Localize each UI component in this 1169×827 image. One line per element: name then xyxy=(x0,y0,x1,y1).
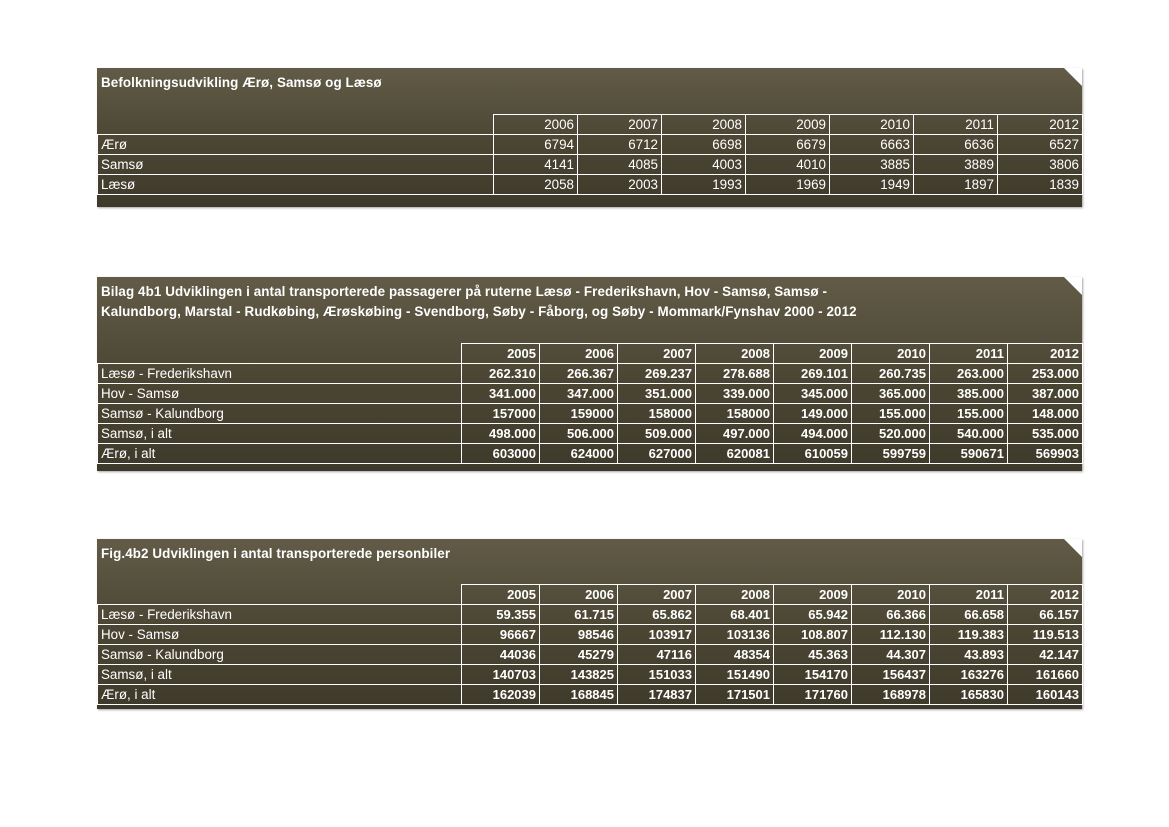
table-row xyxy=(98,665,1083,685)
population-table xyxy=(97,114,1083,195)
cell-value: 269.101 xyxy=(774,364,852,384)
cell-value: 160143 xyxy=(1008,685,1083,705)
table-row xyxy=(98,605,1083,625)
cell-value: 341.000 xyxy=(462,384,540,404)
year-header: 2008 xyxy=(696,344,774,364)
row-label: Læsø - Frederikshavn xyxy=(98,364,462,384)
table-row xyxy=(98,364,1083,384)
year-header: 2012 xyxy=(998,115,1083,135)
year-header: 2009 xyxy=(774,344,852,364)
cell-value: 590671 xyxy=(930,444,1008,464)
cell-value: 48354 xyxy=(696,645,774,665)
cell-value: 44.307 xyxy=(852,645,930,665)
year-header: 2009 xyxy=(746,115,830,135)
table-header-row xyxy=(98,344,1083,364)
cell-value: 45.363 xyxy=(774,645,852,665)
cell-value: 112.130 xyxy=(852,625,930,645)
year-header: 2007 xyxy=(578,115,662,135)
cell-value: 108.807 xyxy=(774,625,852,645)
cell-value: 540.000 xyxy=(930,424,1008,444)
year-header: 2008 xyxy=(696,585,774,605)
cell-value: 6663 xyxy=(830,135,914,155)
year-header: 2009 xyxy=(774,585,852,605)
cell-value: 159000 xyxy=(540,404,618,424)
cell-value: 610059 xyxy=(774,444,852,464)
cell-value: 68.401 xyxy=(696,605,774,625)
row-label: Hov - Samsø xyxy=(98,625,462,645)
cell-value: 506.000 xyxy=(540,424,618,444)
cell-value: 497.000 xyxy=(696,424,774,444)
cell-value: 6636 xyxy=(914,135,998,155)
cell-value: 151033 xyxy=(618,665,696,685)
cell-value: 45279 xyxy=(540,645,618,665)
cell-value: 6712 xyxy=(578,135,662,155)
cell-value: 3889 xyxy=(914,155,998,175)
cell-value: 42.147 xyxy=(1008,645,1083,665)
cell-value: 103136 xyxy=(696,625,774,645)
cell-value: 98546 xyxy=(540,625,618,645)
cell-value: 165830 xyxy=(930,685,1008,705)
table-row xyxy=(98,404,1083,424)
cell-value: 385.000 xyxy=(930,384,1008,404)
year-header: 2012 xyxy=(1008,344,1083,364)
cell-value: 143825 xyxy=(540,665,618,685)
cell-value: 156437 xyxy=(852,665,930,685)
year-header: 2007 xyxy=(618,344,696,364)
year-header: 2005 xyxy=(462,585,540,605)
cell-value: 269.237 xyxy=(618,364,696,384)
cell-value: 155.000 xyxy=(852,404,930,424)
cell-value: 498.000 xyxy=(462,424,540,444)
table-header-row xyxy=(98,585,1083,605)
row-label: Samsø, i alt xyxy=(98,665,462,685)
cell-value: 253.000 xyxy=(1008,364,1083,384)
passengers-title-line2: Kalundborg, Marstal - Rudkøbing, Ærøskøbing - Svendborg, Søby - Fåborg, og Søby - Mommark/Fynshav 2000 - 2012 xyxy=(101,304,857,319)
cell-value: 6527 xyxy=(998,135,1083,155)
cell-value: 3806 xyxy=(998,155,1083,175)
row-label: Læsø xyxy=(98,175,494,195)
cell-value: 4010 xyxy=(746,155,830,175)
row-label: Ærø, i alt xyxy=(98,444,462,464)
year-header: 2006 xyxy=(540,344,618,364)
row-label: Samsø - Kalundborg xyxy=(98,404,462,424)
row-label: Ærø xyxy=(98,135,494,155)
cell-value: 620081 xyxy=(696,444,774,464)
cell-value: 66.658 xyxy=(930,605,1008,625)
table-row xyxy=(98,384,1083,404)
year-header: 2010 xyxy=(852,344,930,364)
cell-value: 66.157 xyxy=(1008,605,1083,625)
year-header: 2008 xyxy=(662,115,746,135)
cell-value: 171501 xyxy=(696,685,774,705)
cell-value: 163276 xyxy=(930,665,1008,685)
cell-value: 157000 xyxy=(462,404,540,424)
population-title: Befolkningsudvikling Ærø, Samsø og Læsø xyxy=(101,75,382,90)
cell-value: 154170 xyxy=(774,665,852,685)
cars-panel xyxy=(97,539,1082,709)
year-header: 2010 xyxy=(852,585,930,605)
cell-value: 119.383 xyxy=(930,625,1008,645)
row-label: Samsø, i alt xyxy=(98,424,462,444)
cell-value: 339.000 xyxy=(696,384,774,404)
cell-value: 494.000 xyxy=(774,424,852,444)
cell-value: 1993 xyxy=(662,175,746,195)
cell-value: 603000 xyxy=(462,444,540,464)
cell-value: 260.735 xyxy=(852,364,930,384)
cell-value: 59.355 xyxy=(462,605,540,625)
cell-value: 149.000 xyxy=(774,404,852,424)
cell-value: 158000 xyxy=(618,404,696,424)
cell-value: 3885 xyxy=(830,155,914,175)
passengers-table xyxy=(97,343,1083,464)
cell-value: 1839 xyxy=(998,175,1083,195)
cell-value: 509.000 xyxy=(618,424,696,444)
cell-value: 65.942 xyxy=(774,605,852,625)
cell-value: 119.513 xyxy=(1008,625,1083,645)
year-header: 2005 xyxy=(462,344,540,364)
row-label: Ærø, i alt xyxy=(98,685,462,705)
cell-value: 171760 xyxy=(774,685,852,705)
row-label: Læsø - Frederikshavn xyxy=(98,605,462,625)
cell-value: 569903 xyxy=(1008,444,1083,464)
cell-value: 347.000 xyxy=(540,384,618,404)
year-header: 2006 xyxy=(494,115,578,135)
cell-value: 4085 xyxy=(578,155,662,175)
table-row xyxy=(98,685,1083,705)
cell-value: 262.310 xyxy=(462,364,540,384)
table-row xyxy=(98,424,1083,444)
cell-value: 158000 xyxy=(696,404,774,424)
cell-value: 1969 xyxy=(746,175,830,195)
row-label: Hov - Samsø xyxy=(98,384,462,404)
cell-value: 520.000 xyxy=(852,424,930,444)
cell-value: 155.000 xyxy=(930,404,1008,424)
cell-value: 278.688 xyxy=(696,364,774,384)
cell-value: 47116 xyxy=(618,645,696,665)
cell-value: 168845 xyxy=(540,685,618,705)
cell-value: 151490 xyxy=(696,665,774,685)
cell-value: 1949 xyxy=(830,175,914,195)
cell-value: 174837 xyxy=(618,685,696,705)
cell-value: 535.000 xyxy=(1008,424,1083,444)
table-row xyxy=(98,175,1083,195)
row-label: Samsø xyxy=(98,155,494,175)
cell-value: 624000 xyxy=(540,444,618,464)
passengers-title-line1: Bilag 4b1 Udviklingen i antal transporterede passagerer på ruterne Læsø - Frederikshavn, Hov - Samsø, Samsø - xyxy=(101,284,828,299)
cell-value: 627000 xyxy=(618,444,696,464)
year-header: 2007 xyxy=(618,585,696,605)
cell-value: 345.000 xyxy=(774,384,852,404)
cell-value: 65.862 xyxy=(618,605,696,625)
cell-value: 103917 xyxy=(618,625,696,645)
passengers-panel xyxy=(97,277,1082,471)
cell-value: 96667 xyxy=(462,625,540,645)
population-panel xyxy=(97,68,1082,207)
year-header: 2011 xyxy=(930,585,1008,605)
cell-value: 599759 xyxy=(852,444,930,464)
table-row xyxy=(98,625,1083,645)
year-header: 2011 xyxy=(914,115,998,135)
cell-value: 140703 xyxy=(462,665,540,685)
cell-value: 43.893 xyxy=(930,645,1008,665)
cell-value: 168978 xyxy=(852,685,930,705)
row-label: Samsø - Kalundborg xyxy=(98,645,462,665)
year-header: 2012 xyxy=(1008,585,1083,605)
cell-value: 162039 xyxy=(462,685,540,705)
cell-value: 66.366 xyxy=(852,605,930,625)
cell-value: 6794 xyxy=(494,135,578,155)
cell-value: 387.000 xyxy=(1008,384,1083,404)
cell-value: 1897 xyxy=(914,175,998,195)
cell-value: 2058 xyxy=(494,175,578,195)
cell-value: 6679 xyxy=(746,135,830,155)
cell-value: 4141 xyxy=(494,155,578,175)
cell-value: 6698 xyxy=(662,135,746,155)
year-header: 2006 xyxy=(540,585,618,605)
cell-value: 61.715 xyxy=(540,605,618,625)
cell-value: 2003 xyxy=(578,175,662,195)
year-header: 2010 xyxy=(830,115,914,135)
table-row xyxy=(98,155,1083,175)
cars-title: Fig.4b2 Udviklingen i antal transporterede personbiler xyxy=(101,546,451,561)
table-row xyxy=(98,645,1083,665)
cell-value: 148.000 xyxy=(1008,404,1083,424)
table-header-row xyxy=(98,115,1083,135)
cars-table xyxy=(97,584,1083,705)
cell-value: 263.000 xyxy=(930,364,1008,384)
table-row xyxy=(98,444,1083,464)
cell-value: 365.000 xyxy=(852,384,930,404)
cell-value: 161660 xyxy=(1008,665,1083,685)
cell-value: 4003 xyxy=(662,155,746,175)
cell-value: 266.367 xyxy=(540,364,618,384)
table-row xyxy=(98,135,1083,155)
year-header: 2011 xyxy=(930,344,1008,364)
cell-value: 351.000 xyxy=(618,384,696,404)
cell-value: 44036 xyxy=(462,645,540,665)
